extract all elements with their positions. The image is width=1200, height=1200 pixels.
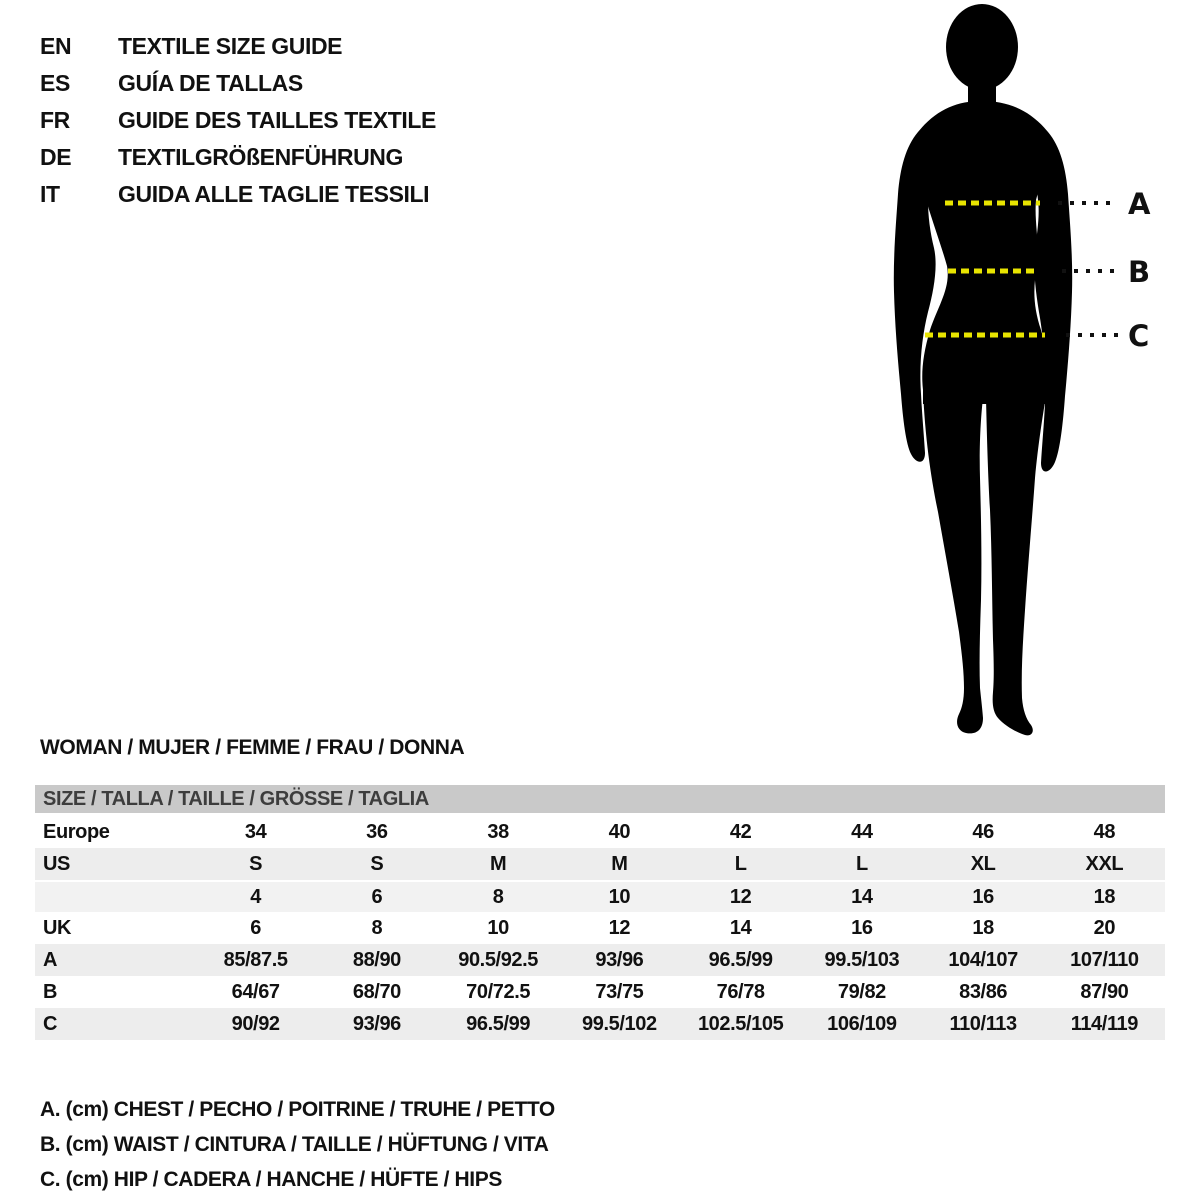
guide-title: GUIDE DES TAILLES TEXTILE [118, 107, 436, 133]
table-row-chest [35, 944, 1165, 976]
measurement-figure [860, 0, 1180, 745]
language-code: EN [40, 33, 72, 59]
table-cell: 38 [487, 820, 509, 843]
legend-line-waist: B. (cm) WAIST / CINTURA / TAILLE / HÜFTUNG / VITA [40, 1133, 549, 1156]
language-title-block [40, 28, 436, 213]
table-cell: 93/96 [352, 1012, 401, 1035]
guide-title: TEXTILE SIZE GUIDE [118, 33, 343, 59]
table-cell: 10 [608, 885, 631, 908]
table-cell: 46 [972, 820, 994, 843]
table-cell: 44 [851, 820, 873, 843]
table-cell: 99.5/103 [824, 948, 900, 971]
language-row [40, 65, 436, 102]
table-cell: 96.5/99 [708, 948, 773, 971]
table-cell: 114/119 [1070, 1012, 1139, 1035]
table-cell: 42 [729, 820, 752, 843]
table-cell: 85/87.5 [223, 948, 288, 971]
table-row-us-numeric [35, 880, 1165, 912]
table-row-waist [35, 976, 1165, 1008]
table-cell: 76/78 [716, 980, 765, 1003]
table-cell: 10 [487, 916, 509, 939]
table-cell: 93/96 [595, 948, 644, 971]
table-cell: 40 [608, 820, 631, 843]
table-cell: 90/92 [231, 1012, 280, 1035]
table-cell: M [489, 852, 507, 875]
table-cell: 14 [851, 885, 873, 908]
table-row-uk [35, 912, 1165, 944]
table-cell: XL [970, 852, 996, 875]
table-cell: 87/90 [1080, 980, 1129, 1003]
table-cell: 70/72.5 [466, 980, 531, 1003]
table-cell: 12 [729, 885, 752, 908]
row-label: US [43, 852, 70, 875]
measurement-legend [40, 1092, 555, 1197]
table-cell: S [249, 852, 263, 875]
table-cell: 48 [1093, 820, 1116, 843]
row-label: B [43, 980, 58, 1003]
row-label: C [43, 1012, 58, 1035]
table-row-hip [35, 1008, 1165, 1040]
size-table [35, 785, 1165, 1040]
table-row-europe [35, 816, 1165, 848]
table-cell: 20 [1093, 916, 1116, 939]
row-label: A [43, 948, 58, 971]
language-row [40, 176, 436, 213]
guide-title: GUÍA DE TALLAS [118, 70, 303, 96]
table-cell: M [611, 852, 628, 875]
table-row-us-letter [35, 848, 1165, 880]
table-cell: S [370, 852, 384, 875]
table-cell: 14 [729, 916, 752, 939]
table-header: SIZE / TALLA / TAILLE / GRÖSSE / TAGLIA [35, 785, 1165, 813]
guide-title: GUIDA ALLE TAGLIE TESSILI [118, 181, 430, 207]
figure-label-c: C [1128, 319, 1150, 353]
table-cell: 64/67 [231, 980, 280, 1003]
table-cell: L [855, 852, 868, 875]
table-cell: 8 [492, 885, 504, 908]
language-code: ES [40, 70, 70, 96]
table-cell: 16 [851, 916, 873, 939]
table-cell: 110/113 [949, 1012, 1017, 1035]
table-cell: 18 [1093, 885, 1116, 908]
table-cell: 18 [972, 916, 994, 939]
table-cell: 73/75 [595, 980, 644, 1003]
table-cell: 8 [371, 916, 383, 939]
language-row [40, 102, 436, 139]
language-code: DE [40, 144, 72, 170]
table-cell: 4 [250, 885, 261, 908]
table-cell: 96.5/99 [466, 1012, 531, 1035]
table-cell: XXL [1085, 852, 1124, 875]
table-cell: 99.5/102 [582, 1012, 657, 1035]
table-cell: 102.5/105 [697, 1012, 784, 1035]
language-row [40, 28, 436, 65]
language-code: IT [40, 181, 60, 207]
table-cell: 34 [244, 820, 267, 843]
row-label: UK [43, 916, 72, 939]
table-cell: 106/109 [827, 1012, 897, 1035]
table-cell: 6 [371, 885, 383, 908]
woman-silhouette-icon [894, 4, 1072, 735]
legend-line-chest: A. (cm) CHEST / PECHO / POITRINE / TRUHE / PETTO [40, 1098, 555, 1121]
table-cell: 79/82 [837, 980, 886, 1003]
table-cell: 88/90 [352, 948, 401, 971]
row-label: Europe [43, 820, 110, 843]
table-cell: 6 [250, 916, 261, 939]
table-cell: L [734, 852, 747, 875]
section-title: WOMAN / MUJER / FEMME / FRAU / DONNA [40, 736, 465, 759]
table-cell: 104/107 [948, 948, 1018, 971]
table-cell: 12 [608, 916, 631, 939]
table-cell: 16 [972, 885, 994, 908]
guide-title: TEXTILGRÖßENFÜHRUNG [118, 144, 403, 170]
table-cell: 36 [366, 820, 388, 843]
language-code: FR [40, 107, 70, 133]
language-row [40, 139, 436, 176]
table-cell: 107/110 [1070, 948, 1139, 971]
figure-label-b: B [1128, 255, 1151, 289]
table-cell: 83/86 [959, 980, 1008, 1003]
table-cell: 90.5/92.5 [458, 948, 539, 971]
figure-label-a: A [1128, 187, 1151, 221]
legend-line-hip: C. (cm) HIP / CADERA / HANCHE / HÜFTE / HIPS [40, 1168, 502, 1191]
table-cell: 68/70 [352, 980, 401, 1003]
